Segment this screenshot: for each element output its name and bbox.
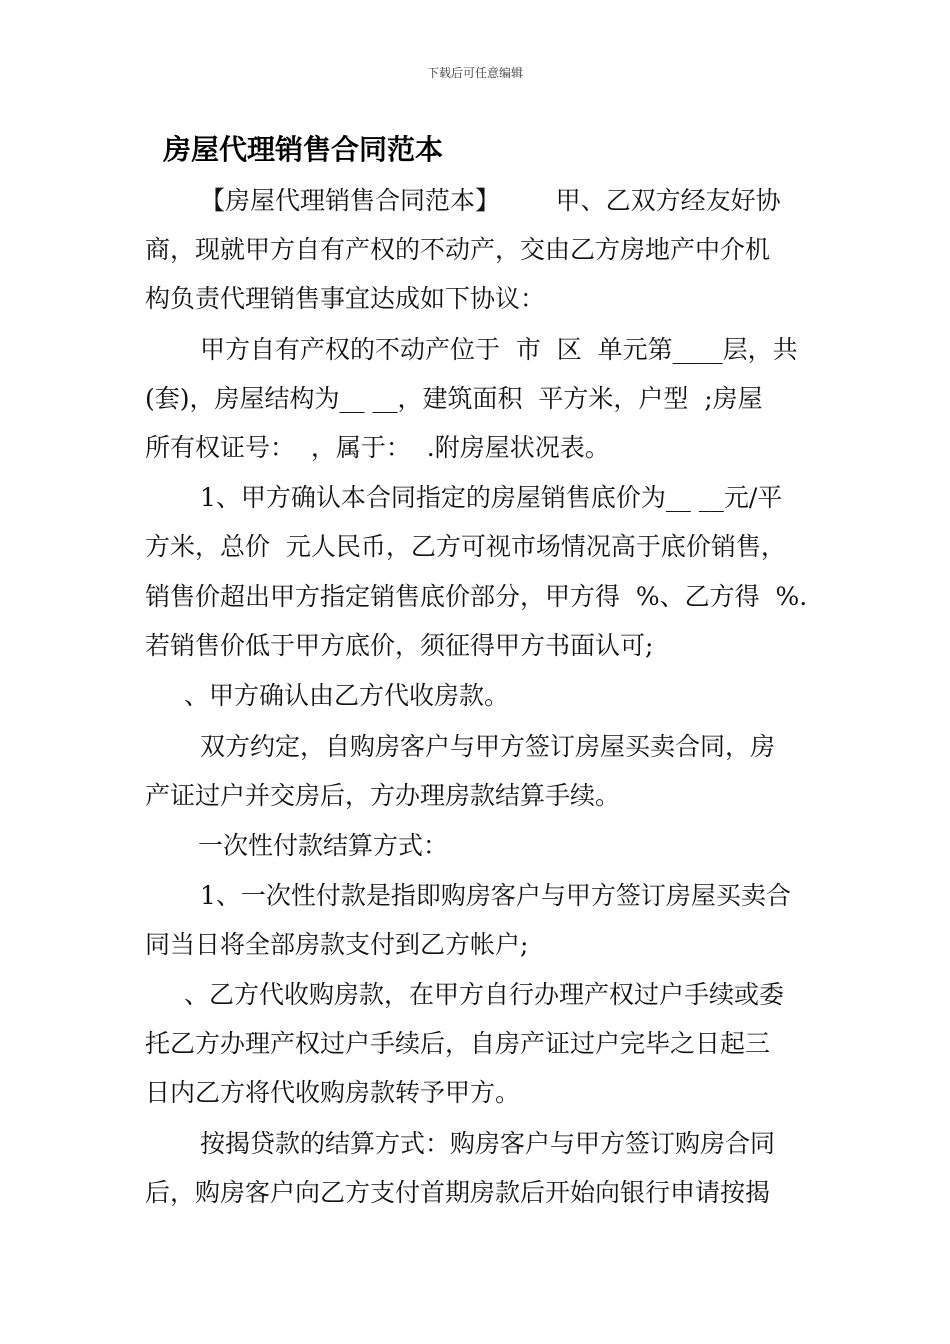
body-line: (套)，房屋结构为__ __，建筑面积 平方米，户型 ;房屋 — [145, 384, 763, 413]
body-line: 、甲方确认由乙方代收房款。 — [184, 681, 510, 710]
body-line: 甲方自有产权的不动产位于 市 区 单元第____层，共 — [200, 335, 798, 364]
body-line: 产证过户并交房后，方办理房款结算手续。 — [145, 781, 621, 810]
document-title: 房屋代理销售合同范本 — [163, 133, 444, 166]
body-line: 日内乙方将代收购房款转予甲方。 — [145, 1078, 521, 1107]
body-line: 同当日将全部房款支付到乙方帐户; — [145, 930, 529, 959]
body-line: 、乙方代收购房款，在甲方自行办理产权过户手续或委 — [184, 980, 785, 1009]
body-line: 销售价超出甲方指定销售底价部分，甲方得 %、乙方得 %. — [145, 582, 808, 611]
body-line: 后，购房客户向乙方支付首期房款后开始向银行申请按揭 — [145, 1178, 771, 1207]
body-line: 方米，总价 元人民币，乙方可视市场情况高于底价销售， — [145, 532, 786, 561]
body-line: 托乙方办理产权过户手续后，自房产证过户完毕之日起三 — [145, 1029, 771, 1058]
body-line: 1、甲方确认本合同指定的房屋销售底价为__ __元/平 — [200, 483, 783, 512]
body-line: 一次性付款结算方式： — [198, 831, 449, 860]
body-line: 1、一次性付款是指即购房客户与甲方签订房屋买卖合 — [200, 881, 791, 910]
body-line: 若销售价低于甲方底价，须征得甲方书面认可; — [145, 631, 654, 660]
body-line: 【房屋代理销售合同范本】 甲、乙双方经友好协 — [200, 186, 781, 215]
body-line: 按揭贷款的结算方式：购房客户与甲方签订购房合同 — [200, 1129, 776, 1158]
body-line: 商，现就甲方自有产权的不动产，交由乙方房地产中介机 — [145, 235, 771, 264]
body-line: 构负责代理销售事宜达成如下协议： — [145, 284, 546, 313]
download-note: 下载后可任意编辑 — [426, 66, 523, 80]
body-line: 双方约定，自购房客户与甲方签订房屋买卖合同，房 — [200, 732, 776, 761]
body-line: 所有权证号： ，属于： .附房屋状况表。 — [145, 433, 610, 462]
